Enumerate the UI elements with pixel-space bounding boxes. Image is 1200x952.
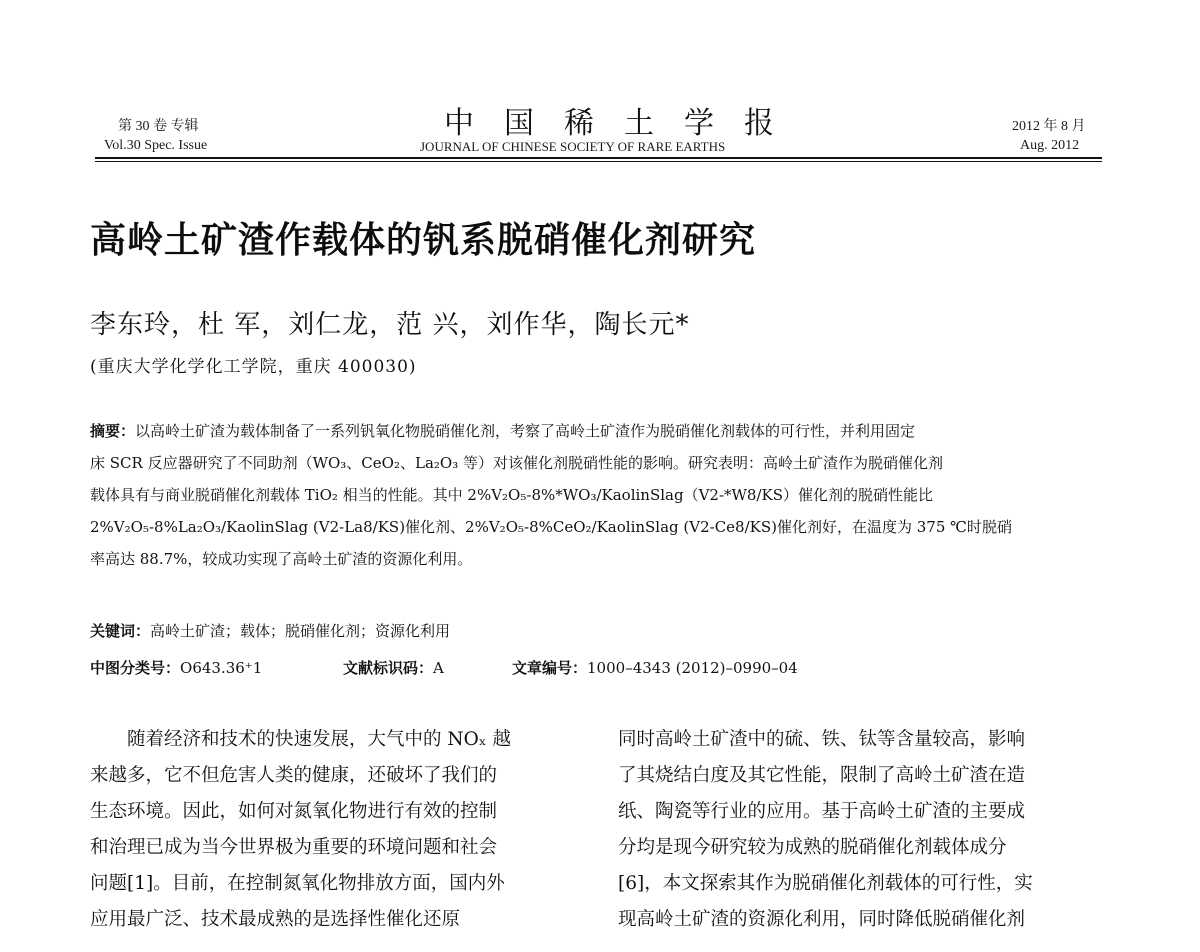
clc-code xyxy=(90,657,262,678)
doc-code-label: 文献标识码： xyxy=(343,659,434,677)
issue-date-en: Aug. 2012 xyxy=(1020,138,1080,153)
header-rule-thin xyxy=(95,161,1102,162)
article-number-value: 1000–4343 (2012)–0990–04 xyxy=(587,659,798,677)
body-line: 纸、陶瓷等行业的应用。基于高岭土矿渣的主要成 xyxy=(618,801,1026,822)
article-number-label: 文章编号： xyxy=(512,659,588,677)
body-line: 问题[1]。目前，在控制氮氧化物排放方面，国内外 xyxy=(90,873,505,894)
keywords-label: 关键词： xyxy=(90,622,151,640)
body-line: 应用最广泛、技术最成熟的是选择性催化还原 xyxy=(90,909,461,930)
clc-label: 中图分类号： xyxy=(90,659,181,677)
body-line: 了其烧结白度及其它性能，限制了高岭土矿渣在造 xyxy=(618,765,1026,786)
body-column-right xyxy=(618,722,1104,938)
author-list: 李东玲，杜 军，刘仁龙，范 兴，刘作华，陶长元* xyxy=(90,310,690,340)
abstract-line: 2%V₂O₅-8%La₂O₃/KaolinSlag (V2-La8/KS)催化剂、2%V₂O₅-8%CeO₂/KaolinSlag (V2-Ce8/KS)催化剂好，在温度为 375 ℃时脱硝 xyxy=(90,518,1012,536)
header-rule xyxy=(95,157,1102,159)
doc-code xyxy=(343,657,444,678)
volume-label-en: Vol.30 Spec. Issue xyxy=(104,138,208,153)
abstract-label: 摘要： xyxy=(90,422,136,440)
article-number xyxy=(512,657,798,678)
body-line: 随着经济和技术的快速发展，大气中的 NOₓ 越 xyxy=(90,729,511,750)
affiliation: (重庆大学化学化工学院，重庆 400030) xyxy=(90,357,417,377)
doc-code-value: A xyxy=(433,659,444,677)
abstract-line: 摘要：以高岭土矿渣为载体制备了一系列钒氧化物脱硝催化剂，考察了高岭土矿渣作为脱硝催化剂载体的可行性，并利用固定 xyxy=(90,422,916,440)
abstract-line: 率高达 88.7%，较成功实现了高岭土矿渣的资源化利用。 xyxy=(90,550,473,568)
body-line: 和治理已成为当今世界极为重要的环境问题和社会 xyxy=(90,837,498,858)
body-line: 生态环境。因此，如何对氮氧化物进行有效的控制 xyxy=(90,801,498,822)
keywords xyxy=(90,620,450,641)
body-column-left xyxy=(90,722,568,938)
body-line: 现高岭土矿渣的资源化利用，同时降低脱硝催化剂 xyxy=(618,909,1026,930)
volume-label-cn: 第 30 卷 专辑 xyxy=(118,119,199,134)
body-line: 来越多，它不但危害人类的健康，还破坏了我们的 xyxy=(90,765,498,786)
journal-title-en: JOURNAL OF CHINESE SOCIETY OF RARE EARTHS xyxy=(420,139,726,154)
body-line: 同时高岭土矿渣中的硫、铁、钛等含量较高，影响 xyxy=(618,729,1026,750)
abstract xyxy=(90,415,1105,575)
body-line: [6]，本文探索其作为脱硝催化剂载体的可行性，实 xyxy=(618,873,1033,894)
body-line: 分均是现今研究较为成熟的脱硝催化剂载体成分 xyxy=(618,837,1007,858)
journal-title-cn: 中国稀土学报 xyxy=(444,106,804,141)
keywords-text: 高岭土矿渣；载体；脱硝催化剂；资源化利用 xyxy=(150,622,451,640)
paper-title: 高岭土矿渣作载体的钒系脱硝催化剂研究 xyxy=(90,219,757,261)
abstract-line: 载体具有与商业脱硝催化剂载体 TiO₂ 相当的性能。其中 2%V₂O₅-8%*WO₃/KaolinSlag（V2-*W8/KS）催化剂的脱硝性能比 xyxy=(90,486,934,504)
issue-date-cn: 2012 年 8 月 xyxy=(1012,119,1086,134)
clc-value: O643.36⁺1 xyxy=(180,659,263,677)
abstract-line: 床 SCR 反应器研究了不同助剂（WO₃、CeO₂、La₂O₃ 等）对该催化剂脱硝性能的影响。研究表明：高岭土矿渣作为脱硝催化剂 xyxy=(90,454,943,472)
